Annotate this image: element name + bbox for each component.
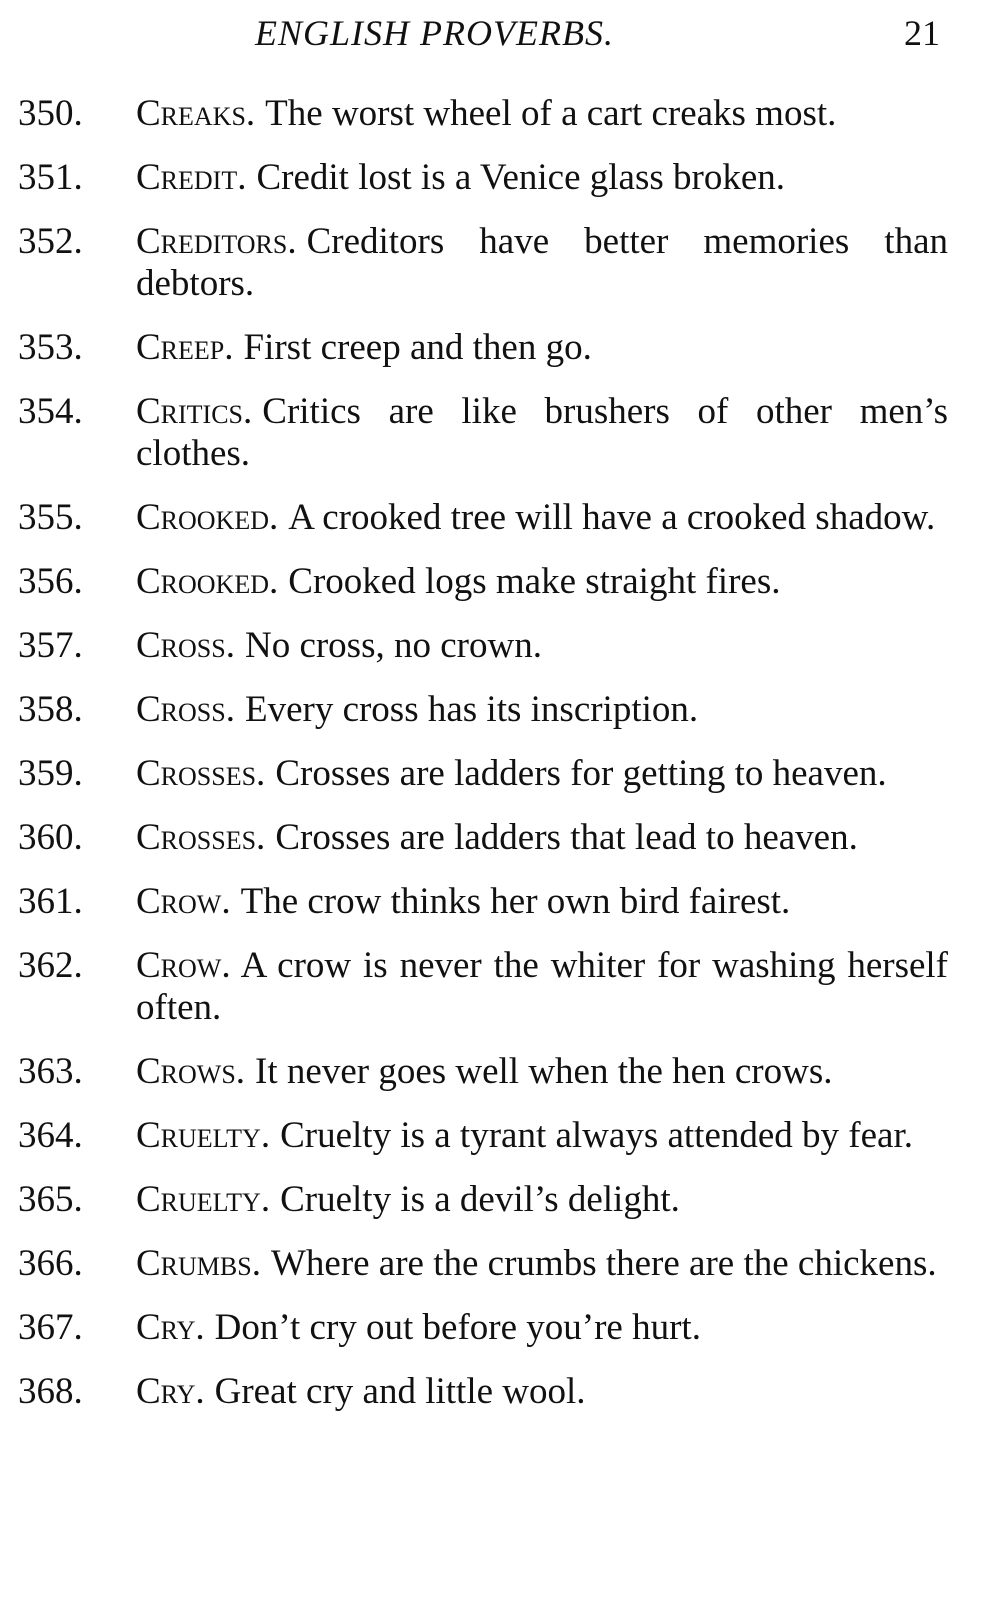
proverb-entry — [18, 945, 948, 1029]
proverb-entry — [18, 1243, 948, 1285]
entry-headword: Crosses. — [136, 817, 266, 858]
proverb-entry — [18, 1115, 948, 1157]
entry-headword: Cry. — [136, 1307, 205, 1348]
proverb-entry — [18, 561, 948, 603]
entry-text: Critics are like brushers of other men’s clothes. — [136, 391, 948, 474]
entry-number: 361. — [18, 881, 83, 922]
proverb-entry — [18, 1307, 948, 1349]
proverb-entry — [18, 881, 948, 923]
proverb-list — [18, 93, 948, 1435]
proverb-entry — [18, 497, 948, 539]
entry-number: 363. — [18, 1051, 83, 1092]
proverb-entry — [18, 327, 948, 369]
running-head — [0, 12, 1000, 62]
entry-number: 360. — [18, 817, 83, 858]
entry-text: Cruelty is a devil’s delight. — [280, 1179, 680, 1220]
entry-text: Don’t cry out before you’re hurt. — [214, 1307, 701, 1348]
entry-number: 365. — [18, 1179, 83, 1220]
proverb-entry — [18, 391, 948, 475]
entry-text: No cross, no crown. — [244, 625, 542, 666]
entry-text: First creep and then go. — [243, 327, 592, 368]
entry-number: 362. — [18, 945, 83, 986]
proverb-entry — [18, 1179, 948, 1221]
entry-headword: Cross. — [136, 689, 235, 730]
entry-text: A crooked tree will have a crooked shadow. — [288, 497, 936, 538]
entry-headword: Credit. — [136, 157, 247, 198]
entry-text: Where are the crumbs there are the chickens. — [270, 1243, 937, 1284]
entry-text: Crosses are ladders for getting to heaven. — [275, 753, 887, 794]
entry-text: Creditors have better memories than debtors. — [136, 221, 948, 304]
entry-headword: Crow. — [136, 881, 231, 922]
entry-text: Great cry and little wool. — [214, 1371, 586, 1412]
entry-number: 350. — [18, 93, 83, 134]
entry-headword: Cry. — [136, 1371, 205, 1412]
entry-headword: Cruelty. — [136, 1115, 271, 1156]
entry-headword: Creaks. — [136, 93, 256, 134]
proverb-entry — [18, 625, 948, 667]
entry-headword: Creep. — [136, 327, 234, 368]
proverb-entry — [18, 753, 948, 795]
entry-number: 354. — [18, 391, 83, 432]
proverb-entry — [18, 93, 948, 135]
entry-headword: Crow. — [136, 945, 231, 986]
entry-number: 358. — [18, 689, 83, 730]
entry-number: 352. — [18, 221, 83, 262]
entry-number: 368. — [18, 1371, 83, 1412]
entry-text: Every cross has its inscription. — [244, 689, 699, 730]
proverb-entry — [18, 221, 948, 305]
entry-number: 359. — [18, 753, 83, 794]
entry-headword: Cruelty. — [136, 1179, 271, 1220]
entry-text: Cruelty is a tyrant always attended by fear. — [280, 1115, 913, 1156]
entry-number: 364. — [18, 1115, 83, 1156]
entry-number: 355. — [18, 497, 83, 538]
entry-headword: Creditors. — [136, 221, 297, 262]
entry-headword: Crooked. — [136, 497, 279, 538]
entry-number: 366. — [18, 1243, 83, 1284]
entry-text: The crow thinks her own bird fairest. — [240, 881, 791, 922]
entry-text: The worst wheel of a cart creaks most. — [265, 93, 837, 134]
proverb-entry — [18, 1371, 948, 1413]
entry-headword: Crumbs. — [136, 1243, 261, 1284]
proverb-entry — [18, 157, 948, 199]
entry-text: A crow is never the whiter for washing herself often. — [136, 945, 948, 1028]
entry-headword: Crosses. — [136, 753, 266, 794]
entry-text: Crosses are ladders that lead to heaven. — [275, 817, 858, 858]
entry-headword: Critics. — [136, 391, 253, 432]
entry-headword: Cross. — [136, 625, 235, 666]
entry-text: Crooked logs make straight fires. — [288, 561, 781, 602]
entry-text: Credit lost is a Venice glass broken. — [256, 157, 786, 198]
entry-headword: Crooked. — [136, 561, 279, 602]
entry-number: 357. — [18, 625, 83, 666]
running-title: ENGLISH PROVERBS. — [255, 13, 614, 53]
entry-number: 351. — [18, 157, 83, 198]
proverb-entry — [18, 689, 948, 731]
page-number: 21 — [904, 13, 940, 53]
entry-number: 367. — [18, 1307, 83, 1348]
entry-text: It never goes well when the hen crows. — [255, 1051, 833, 1092]
proverb-entry — [18, 817, 948, 859]
entry-number: 353. — [18, 327, 83, 368]
entry-headword: Crows. — [136, 1051, 246, 1092]
entry-number: 356. — [18, 561, 83, 602]
proverb-entry — [18, 1051, 948, 1093]
